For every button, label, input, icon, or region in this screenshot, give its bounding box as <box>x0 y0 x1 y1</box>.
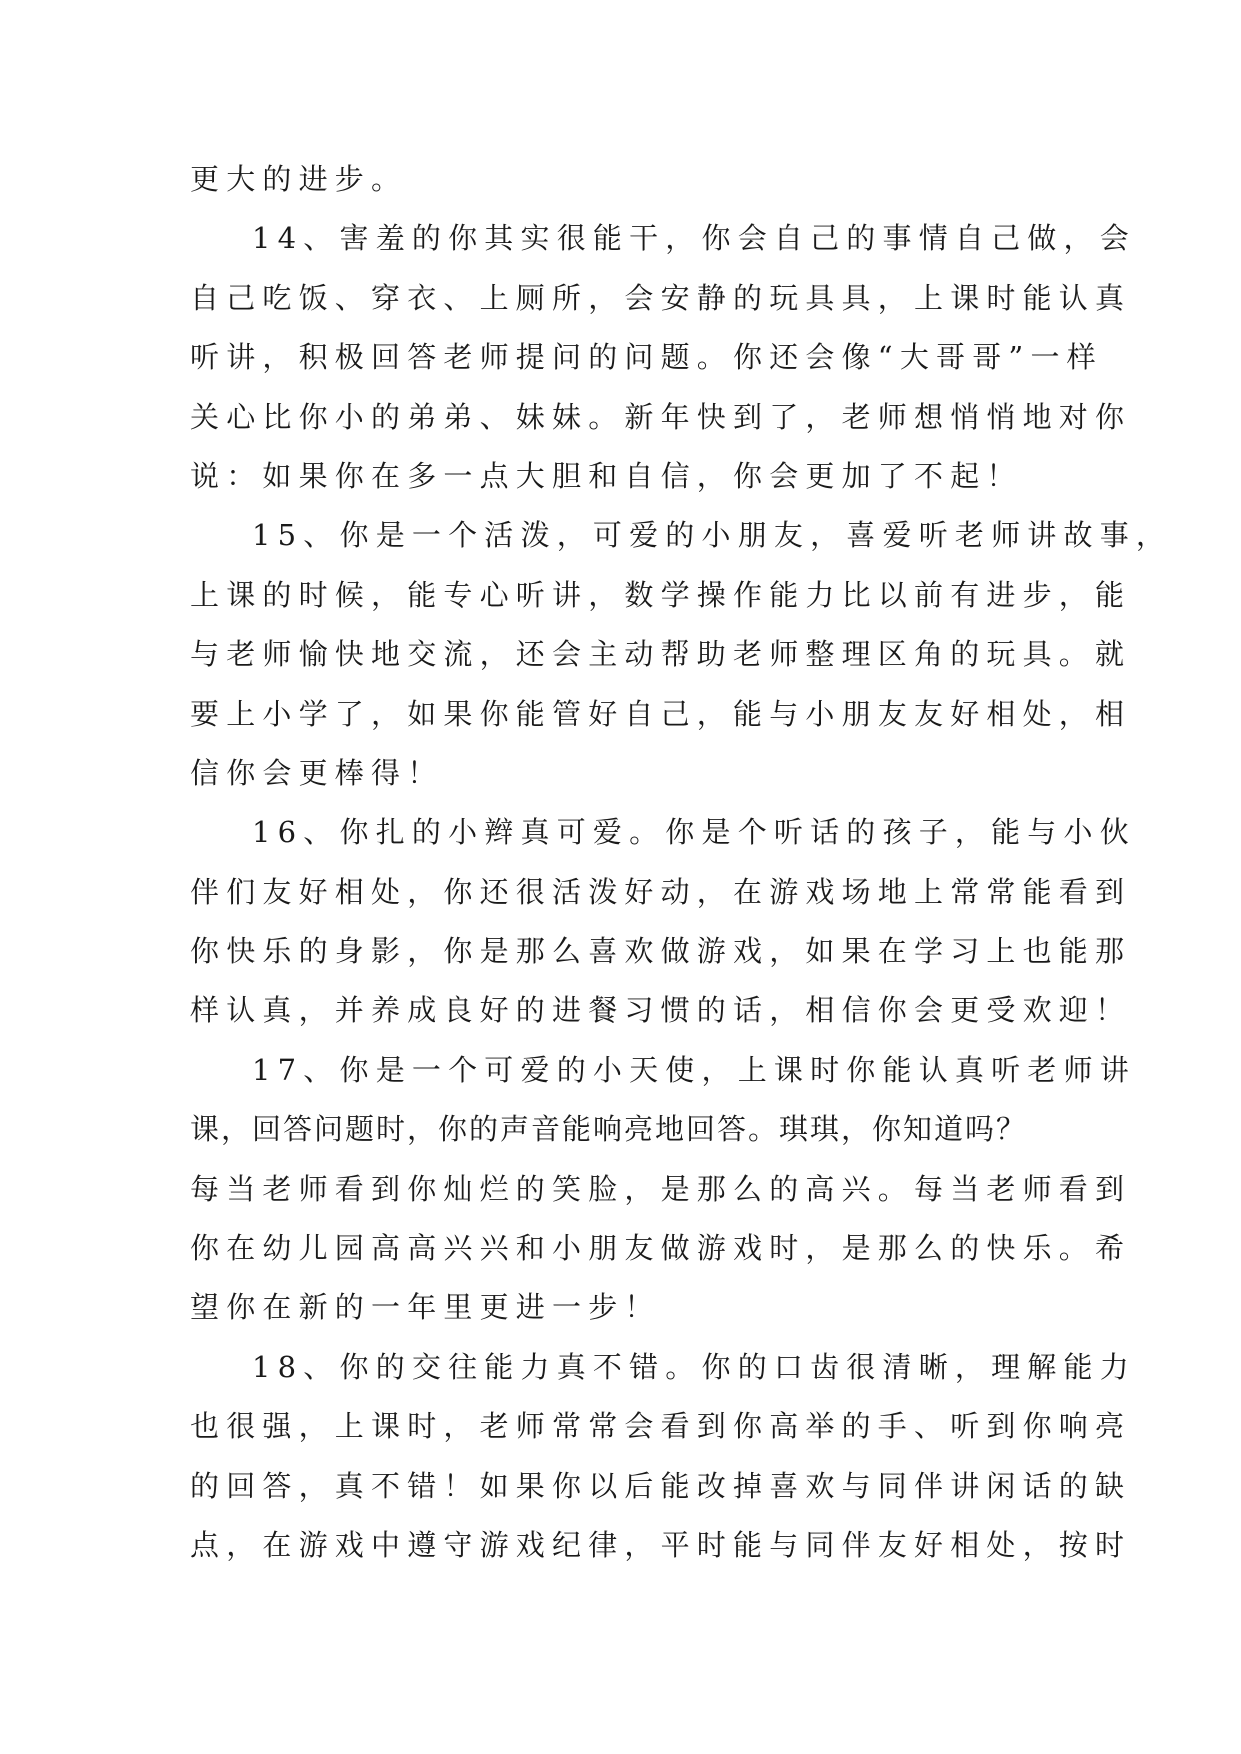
body-text <box>190 150 1173 1575</box>
text-line: 信你会更棒得！ <box>190 755 444 790</box>
text-line: 与老师愉快地交流，还会主动帮助老师整理区角的玩具。就 <box>190 637 1132 672</box>
text-line: 要上小学了，如果你能管好自己，能与小朋友友好相处，相 <box>190 696 1132 731</box>
paragraph-17-start: 17、你是一个可爱的小天使，上课时你能认真听老师讲 <box>252 1052 1136 1087</box>
text-line: 课，回答问题时，你的声音能响亮地回答。琪琪，你知道吗？ <box>190 1112 1028 1147</box>
text-line: 你在幼儿园高高兴兴和小朋友做游戏时，是那么的快乐。希 <box>190 1231 1132 1266</box>
text-line: 伴们友好相处，你还很活泼好动，在游戏场地上常常能看到 <box>190 874 1132 909</box>
text-line: 的回答，真不错！如果你以后能改掉喜欢与同伴讲闲话的缺 <box>190 1468 1132 1503</box>
text-line: 自己吃饭、穿衣、上厕所，会安静的玩具具，上课时能认真 <box>190 280 1132 315</box>
text-line: 更大的进步。 <box>190 162 408 196</box>
text-line: 说：如果你在多一点大胆和自信，你会更加了不起！ <box>190 458 1023 493</box>
paragraph-18-start: 18、你的交往能力真不错。你的口齿很清晰，理解能力 <box>252 1349 1136 1384</box>
text-line: 样认真，并养成良好的进餐习惯的话，相信你会更受欢迎！ <box>190 993 1132 1028</box>
text-line: 你快乐的身影，你是那么喜欢做游戏，如果在学习上也能那 <box>190 934 1132 969</box>
paragraph-14-start: 14、害羞的你其实很能干，你会自己的事情自己做，会 <box>252 221 1136 256</box>
paragraph-16-start: 16、你扎的小辫真可爱。你是个听话的孩子，能与小伙 <box>252 815 1136 850</box>
paragraph-15-start: 15、你是一个活泼，可爱的小朋友，喜爱听老师讲故事， <box>252 518 1173 553</box>
text-line: 上课的时候，能专心听讲，数学操作能力比以前有进步，能 <box>190 577 1132 612</box>
text-line: 听讲，积极回答老师提问的问题。你还会像“大哥哥”一样 <box>190 340 1103 375</box>
text-line: 点，在游戏中遵守游戏纪律，平时能与同伴友好相处，按时 <box>190 1527 1132 1562</box>
text-line: 关心比你小的弟弟、妹妹。新年快到了，老师想悄悄地对你 <box>190 399 1132 434</box>
text-line: 每当老师看到你灿烂的笑脸，是那么的高兴。每当老师看到 <box>190 1171 1132 1206</box>
text-line: 也很强，上课时，老师常常会看到你高举的手、听到你响亮 <box>190 1409 1132 1444</box>
text-line: 望你在新的一年里更进一步！ <box>190 1290 661 1325</box>
